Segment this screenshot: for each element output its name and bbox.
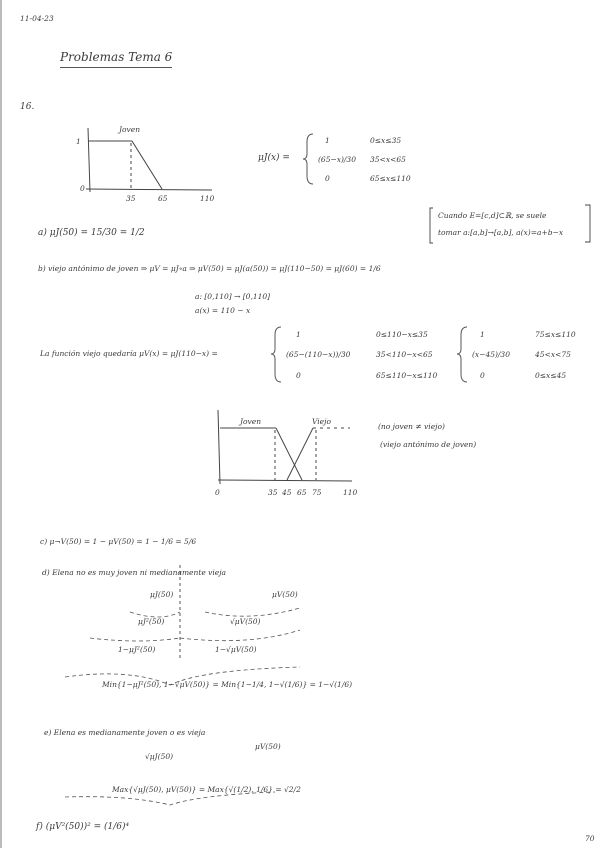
mu-j-value: 1 — [325, 136, 330, 145]
note-line-2: tomar a:[a,b]→[a,b], a(x)=a+b−x — [438, 228, 564, 237]
mu-v-row-simplified — [472, 350, 571, 359]
graph1-ytick: 1 — [76, 137, 81, 146]
part-d-term: 1−μJ²(50) — [118, 645, 156, 654]
mu-v-cond: 75≤x≤110 — [535, 330, 576, 339]
mu-v-row — [296, 330, 428, 339]
mu-v-brace-2 — [457, 327, 467, 382]
graph2-xtick: 0 — [215, 488, 220, 497]
graph1-xtick: 35 — [126, 194, 136, 203]
date: 11-04-23 — [20, 14, 54, 23]
mu-j-value: (65−x)/30 — [318, 155, 356, 164]
mu-v-row — [286, 350, 433, 359]
note-2: (viejo antónimo de joven) — [380, 440, 477, 449]
mu-v-value: 1 — [480, 330, 485, 339]
mu-v-value: 0 — [296, 371, 301, 380]
mu-j-row — [325, 174, 411, 183]
mu-v-cond: 35<110−x<65 — [376, 350, 433, 359]
mu-v-cond: 65≤110−x≤110 — [376, 371, 438, 380]
mu-v-row-simplified — [480, 371, 567, 380]
graph2-label-joven: Joven — [240, 417, 262, 426]
part-b-map: a: [0,110] → [0,110] — [195, 292, 271, 301]
curly-braces — [271, 134, 467, 382]
mu-v-value: 1 — [296, 330, 301, 339]
graph2-xtick: 45 — [282, 488, 292, 497]
graph1-xtick: 65 — [158, 194, 168, 203]
part-b-formula: a(x) = 110 − x — [195, 306, 251, 315]
mu-v-cond: 0≤x≤45 — [535, 371, 567, 380]
part-e: e) Elena es medianamente joven o es vieja — [44, 728, 206, 737]
page-number: 70 — [585, 834, 595, 843]
part-e-term: √μJ(50) — [145, 752, 174, 761]
mu-v-row-simplified — [480, 330, 576, 339]
graph1-label-joven: Joven — [119, 125, 141, 134]
brace-lines — [65, 608, 300, 805]
mu-j-cond: 0≤x≤35 — [370, 136, 402, 145]
mu-j-brace — [303, 134, 313, 184]
mu-v-brace — [271, 327, 281, 382]
graph1-ytick: 0 — [80, 184, 85, 193]
graph2-xtick: 35 — [268, 488, 278, 497]
mu-v-row — [296, 371, 438, 380]
mu-j-row — [325, 136, 402, 145]
brackets — [180, 205, 590, 660]
graph-joven — [86, 128, 212, 192]
graph2-xtick: 65 — [297, 488, 307, 497]
part-d-term: μJ²(50) — [138, 617, 165, 626]
mu-j-value: 0 — [325, 174, 330, 183]
mu-v-intro: La función viejo quedaría μV(x) = μJ(110−x) = — [40, 349, 218, 358]
note-line-1: Cuando E=[c,d]⊂ℝ, se suele — [438, 211, 547, 220]
part-e-term: μV(50) — [255, 742, 281, 751]
part-d-term: μJ(50) — [150, 590, 174, 599]
problem-number: 16. — [20, 102, 35, 112]
part-d-term: 1−√μV(50) — [215, 645, 257, 654]
part-e-result: Max{√μJ(50), μV(50)} = Max{√(1/2), 1/6} = √2/2 — [112, 785, 301, 794]
part-c: c) μ¬V(50) = 1 − μV(50) = 1 − 1/6 = 5/6 — [40, 537, 197, 546]
graph2-xtick: 75 — [312, 488, 322, 497]
mu-v-value: 0 — [480, 371, 485, 380]
mu-j-cond: 35<x<65 — [370, 155, 406, 164]
mu-j-cond: 65≤x≤110 — [370, 174, 411, 183]
part-a: a) μJ(50) = 15/30 = 1/2 — [38, 228, 145, 238]
graph2-xtick: 110 — [343, 488, 358, 497]
mu-v-value: (65−(110−x))/30 — [286, 350, 351, 359]
part-b: b) viejo antónimo de joven ⇒ μV = μJ∘a ⇒ μV(50) = μJ(a(50)) = μJ(110−50) = μJ(60) = 1/6 — [38, 264, 381, 273]
part-d: d) Elena no es muy joven ni medianamente vieja — [42, 568, 227, 577]
mu-j-row — [318, 155, 406, 164]
mu-v-cond: 0≤110−x≤35 — [376, 330, 428, 339]
graph2-label-viejo: Viejo — [312, 417, 331, 426]
mu-j-lhs: μJ(x) = — [258, 153, 290, 163]
part-f: f) (μV²(50))² = (1/6)⁴ — [36, 822, 130, 832]
graph-joven-viejo — [218, 410, 352, 484]
mu-v-cond: 45<x<75 — [535, 350, 571, 359]
graph1-xtick: 110 — [200, 194, 215, 203]
part-d-term: μV(50) — [272, 590, 298, 599]
note-2: (no joven ≠ viejo) — [378, 422, 445, 431]
part-d-term: √μV(50) — [230, 617, 261, 626]
page-title: Problemas Tema 6 — [60, 50, 172, 68]
mu-v-value: (x−45)/30 — [472, 350, 510, 359]
part-d-result: Min{1−μJ²(50), 1−√μV(50)} = Min{1−1/4, 1−√(1/6)} = 1−√(1/6) — [102, 680, 353, 689]
